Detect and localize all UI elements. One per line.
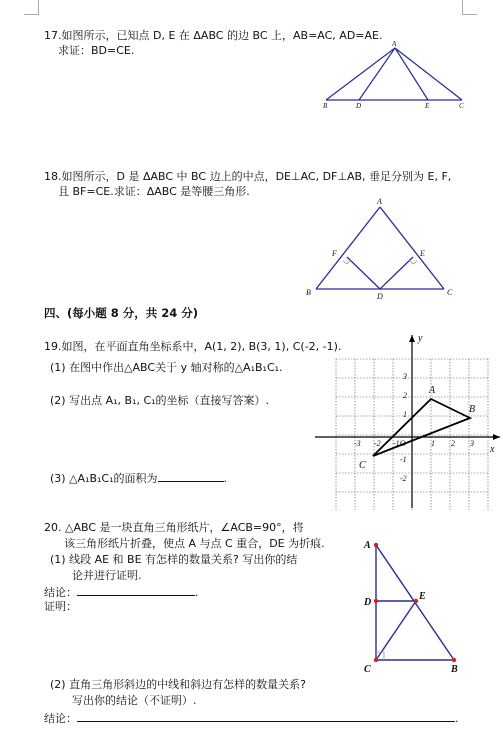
- q19-part3: [50, 470, 227, 486]
- q20-label-b: B: [451, 664, 458, 675]
- q20-label-d: D: [364, 597, 372, 608]
- q19-label-b: B: [469, 404, 476, 415]
- crop-mark-top-right: [462, 0, 477, 15]
- q19-tick-x-3: 3: [470, 439, 474, 448]
- q18-label-b: B: [306, 288, 311, 297]
- q19-part2: (2) 写出点 A₁, B₁, C₁的坐标（直接写答案）.: [50, 394, 270, 407]
- q20-conclusion2-label: 结论：: [44, 712, 77, 725]
- q17-line1: 17.如图所示，已知点 D, E 在 ΔABC 的边 BC 上，AB=AC, AD=AE.: [44, 29, 383, 42]
- q19-tick-y-neg1: -1: [400, 455, 407, 464]
- crop-mark-top-left: [24, 0, 39, 15]
- q20-line2: 该三角形纸片折叠，使点 A 与点 C 重合，DE 为折痕.: [64, 537, 325, 550]
- q19-axis-y-label: y: [418, 333, 423, 344]
- q20-part2b: 写出你的结论（不证明）.: [72, 694, 197, 707]
- q19-part3-suffix: .: [223, 472, 228, 485]
- q20-conclusion-blank[interactable]: [77, 585, 195, 596]
- q19-tick-x-2: 2: [451, 439, 455, 448]
- q19-tick-x-neg3: -3: [354, 439, 361, 448]
- q19-tick-x-neg1: -1: [393, 439, 400, 448]
- q19-label-a: A: [429, 385, 436, 396]
- q20-line1: 20. △ABC 是一块直角三角形纸片，∠ACB=90°，将: [44, 521, 304, 534]
- q20-part1a: (1) 线段 AE 和 BE 有怎样的数量关系? 写出你的结: [50, 553, 298, 566]
- q19-axis-x-label: x: [490, 444, 495, 455]
- q18-label-f: F: [332, 249, 337, 258]
- q19-origin-label: O: [400, 439, 406, 448]
- q20-conclusion-label: 结论：: [44, 586, 77, 599]
- q19-part1: (1) 在图中作出△ABC关于 y 轴对称的△A₁B₁C₁.: [50, 361, 283, 374]
- q18-label-a: A: [377, 197, 382, 206]
- q17-label-e: E: [425, 102, 430, 110]
- q19-line1: 19.如图，在平面直角坐标系中，A(1, 2), B(3, 1), C(-2, -1).: [44, 340, 342, 353]
- q17-line2: 求证：BD=CE.: [58, 44, 135, 57]
- q19-tick-y-1: 1: [403, 410, 407, 419]
- q20-part2a: (2) 直角三角形斜边的中线和斜边有怎样的数量关系?: [50, 678, 306, 691]
- q17-label-b: B: [323, 102, 328, 110]
- q19-tick-y-3: 3: [403, 372, 407, 381]
- q20-label-c: C: [364, 664, 371, 675]
- q19-triangle-abc: [373, 399, 470, 456]
- q20-label-a: A: [364, 540, 371, 551]
- q19-tick-x-1: 1: [431, 439, 435, 448]
- q18-line2: 且 BF=CE.求证：ΔABC 是等腰三角形.: [58, 185, 250, 198]
- q19-tick-y-2: 2: [403, 391, 407, 400]
- q19-part3-prefix: (3) △A₁B₁C₁的面积为: [50, 472, 158, 485]
- q18-label-c: C: [447, 288, 453, 297]
- q18-label-e: E: [420, 249, 425, 258]
- section-heading: 四、(每小题 8 分，共 24 分): [44, 306, 199, 320]
- q19-tick-x-neg2: -2: [374, 439, 381, 448]
- q19-label-c: C: [359, 460, 366, 471]
- q17-label-a: A: [392, 40, 397, 48]
- q18-line1: 18.如图所示，D 是 ΔABC 中 BC 边上的中点，DE⊥AC, DF⊥AB, 垂足分别为 E, F,: [44, 170, 452, 183]
- q20-conclusion: 结论： .: [44, 586, 199, 599]
- q19-tick-y-neg2: -2: [400, 474, 407, 483]
- q20-proof-label: 证明：: [44, 600, 77, 613]
- q20-label-e: E: [419, 591, 426, 602]
- q19-answer-blank[interactable]: [158, 471, 224, 482]
- q20-conclusion2: 结论： .: [44, 712, 459, 725]
- q18-label-d: D: [377, 292, 383, 301]
- q17-label-c: C: [459, 102, 464, 110]
- q17-label-d: D: [356, 102, 362, 110]
- q20-conclusion2-blank[interactable]: [77, 711, 455, 722]
- q20-part1b: 论并进行证明.: [72, 569, 142, 582]
